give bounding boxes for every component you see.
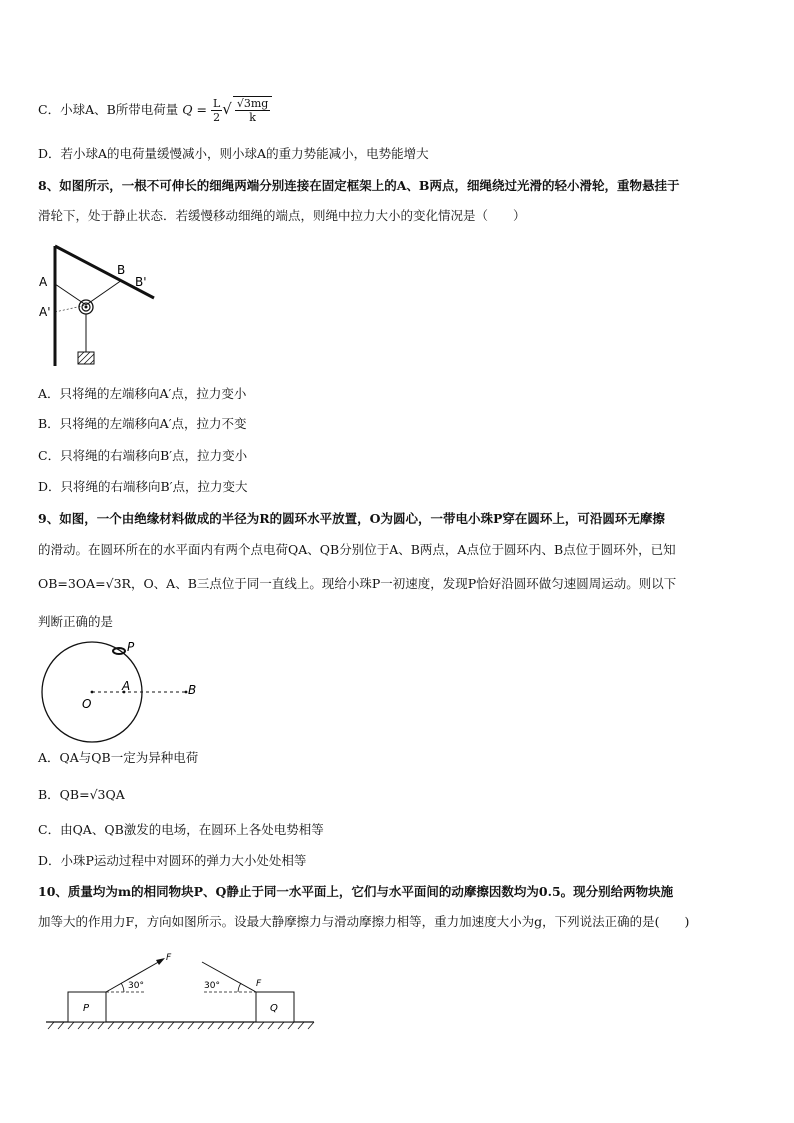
q9-figure [36, 636, 216, 746]
q8-option-d: D．只将绳的右端移向B′点，拉力变大 [38, 479, 248, 494]
q10-label-p: P [83, 1003, 90, 1014]
q9-stem-line4: 判断正确的是 [38, 614, 114, 629]
q9-stem-line2: 的滑动。在圆环所在的水平面内有两个点电荷QA、QB分别位于A、B两点，A点位于圆环内、B点位于圆环外，已知 [38, 542, 676, 557]
q9-label-p: P [127, 640, 135, 654]
q8-option-b: B．只将绳的左端移向A′点，拉力不变 [38, 416, 247, 431]
q8-figure [36, 240, 156, 370]
q8-option-c: C．只将绳的右端移向B′点，拉力变小 [38, 448, 248, 463]
q9-stem-line1: 9、如图，一个由绝缘材料做成的半径为R的圆环水平放置，O为圆心，一带电小珠P穿在圆环上，可沿圆环无摩擦 [38, 511, 665, 526]
q10-stem-line2: 加等大的作用力F，方向如图所示。设最大静摩擦力与滑动摩擦力相等，重力加速度大小为g，下列说法正确的是( ) [38, 914, 690, 929]
q10-stem-line1: 10、质量均为m的相同物块P、Q静止于同一水平面上，它们与水平面间的动摩擦因数均为0.5。现分别给两物块施 [38, 884, 674, 899]
q9-option-c: C．由QA、QB激发的电场，在圆环上各处电势相等 [38, 822, 324, 837]
q10-label-angle1: 30° [128, 981, 144, 991]
q7-option-c: C．小球A、B所带电荷量 Q = $\frac{L}{2}$ √ $\frac{√3mg}{k}$ [38, 96, 272, 124]
q8-stem-line2: 滑轮下，处于静止状态．若缓慢移动细绳的端点，则绳中拉力大小的变化情况是（ ） [38, 208, 526, 223]
q8-label-b-prime: B' [135, 275, 147, 289]
sqrt-icon: √ [222, 100, 232, 118]
q10-label-q: Q [270, 1003, 278, 1014]
q10-label-f2: F [256, 979, 262, 989]
q7-formula-fraction: $\frac{L}{2}$ [212, 97, 221, 124]
q10-label-f1: F [166, 953, 172, 963]
q10-figure [44, 950, 324, 1035]
q10-label-angle2: 30° [204, 981, 220, 991]
q8-stem-line1: 8、如图所示，一根不可伸长的细绳两端分别连接在固定框架上的A、B两点，细绳绕过光滑的轻小滑轮，重物悬挂于 [38, 178, 680, 193]
q8-option-a: A．只将绳的左端移向A′点，拉力变小 [38, 386, 247, 401]
q7-option-d: D．若小球A的电荷量缓慢减小，则小球A的重力势能减小，电势能增大 [38, 146, 429, 161]
q8-label-a-prime: A' [39, 305, 51, 319]
q9-stem-line3: OB=3OA=√3R，O、A、B三点位于同一直线上。现给小珠P一初速度，发现P恰好沿圆环做匀速圆周运动。则以下 [38, 576, 677, 591]
q9-option-a: A．QA与QB一定为异种电荷 [38, 750, 199, 765]
q9-option-d: D．小珠P运动过程中对圆环的弹力大小处处相等 [38, 853, 307, 868]
q9-label-b: B [188, 683, 197, 697]
q8-label-b: B [117, 263, 126, 277]
q7-formula-lhs: Q = [182, 102, 207, 117]
q9-label-o: O [82, 697, 92, 711]
q9-label-a: A [122, 679, 131, 693]
q7-formula-root: $\frac{√3mg}{k}$ [233, 96, 272, 124]
q8-label-a: A [39, 275, 48, 289]
q9-option-b: B．QB=√3QA [38, 787, 125, 802]
